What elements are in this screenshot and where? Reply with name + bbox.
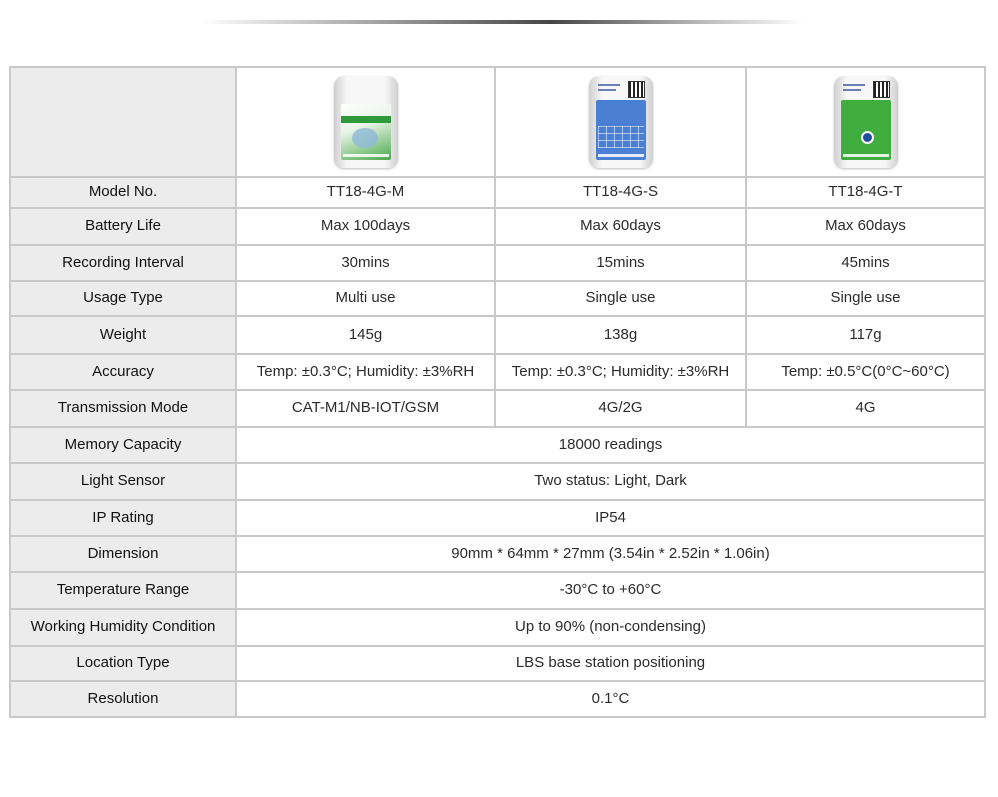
device-tt18-4g-m-icon (334, 76, 398, 168)
row-location (10, 646, 985, 681)
row-label: Memory Capacity (10, 427, 236, 463)
row-label: Accuracy (10, 354, 236, 390)
cell-value: Max 60days (495, 208, 746, 245)
cell-value: Temp: ±0.3°C; Humidity: ±3%RH (236, 354, 495, 390)
cell-value: 18000 readings (236, 427, 985, 463)
cell-value: TT18-4G-S (495, 177, 746, 208)
cell-value: Up to 90% (non-condensing) (236, 609, 985, 646)
row-label: Temperature Range (10, 572, 236, 609)
cell-value: Temp: ±0.5°C(0°C~60°C) (746, 354, 985, 390)
cell-value: Max 100days (236, 208, 495, 245)
row-label: Battery Life (10, 208, 236, 245)
device-tt18-4g-t-icon (834, 76, 898, 168)
row-label: Usage Type (10, 281, 236, 316)
row-label: Recording Interval (10, 245, 236, 281)
row-model (10, 177, 985, 208)
row-label: Transmission Mode (10, 390, 236, 427)
row-battery (10, 208, 985, 245)
row-temp-range (10, 572, 985, 609)
cell-value: 4G/2G (495, 390, 746, 427)
row-label: Dimension (10, 536, 236, 572)
product-image-cell-s (495, 67, 746, 177)
cell-value: LBS base station positioning (236, 646, 985, 681)
spec-comparison-table (9, 66, 986, 718)
cell-value: 145g (236, 316, 495, 354)
cell-value: Max 60days (746, 208, 985, 245)
cell-value: Multi use (236, 281, 495, 316)
cell-value: 30mins (236, 245, 495, 281)
row-interval (10, 245, 985, 281)
cell-value: TT18-4G-T (746, 177, 985, 208)
row-dimension (10, 536, 985, 572)
cell-value: Single use (746, 281, 985, 316)
cell-value: 0.1°C (236, 681, 985, 717)
row-resolution (10, 681, 985, 717)
cell-value: Two status: Light, Dark (236, 463, 985, 500)
cell-value: 90mm * 64mm * 27mm (3.54in * 2.52in * 1.06in) (236, 536, 985, 572)
row-usage (10, 281, 985, 316)
cell-value: 117g (746, 316, 985, 354)
product-image-cell-m (236, 67, 495, 177)
row-light (10, 463, 985, 500)
product-image-cell-t (746, 67, 985, 177)
row-label: Working Humidity Condition (10, 609, 236, 646)
top-decorative-rule (200, 20, 805, 24)
cell-value: TT18-4G-M (236, 177, 495, 208)
row-label: Location Type (10, 646, 236, 681)
empty-header-cell (10, 67, 236, 177)
cell-value: CAT-M1/NB-IOT/GSM (236, 390, 495, 427)
row-label: Resolution (10, 681, 236, 717)
cell-value: IP54 (236, 500, 985, 536)
cell-value: Single use (495, 281, 746, 316)
row-transmission (10, 390, 985, 427)
cell-value: 45mins (746, 245, 985, 281)
cell-value: Temp: ±0.3°C; Humidity: ±3%RH (495, 354, 746, 390)
cell-value: 138g (495, 316, 746, 354)
row-humidity (10, 609, 985, 646)
row-label: Model No. (10, 177, 236, 208)
row-memory (10, 427, 985, 463)
row-ip (10, 500, 985, 536)
device-tt18-4g-s-icon (589, 76, 653, 168)
cell-value: 15mins (495, 245, 746, 281)
row-label: Weight (10, 316, 236, 354)
row-weight (10, 316, 985, 354)
product-image-row (10, 67, 985, 177)
cell-value: 4G (746, 390, 985, 427)
row-label: Light Sensor (10, 463, 236, 500)
row-label: IP Rating (10, 500, 236, 536)
row-accuracy (10, 354, 985, 390)
cell-value: -30°C to +60°C (236, 572, 985, 609)
